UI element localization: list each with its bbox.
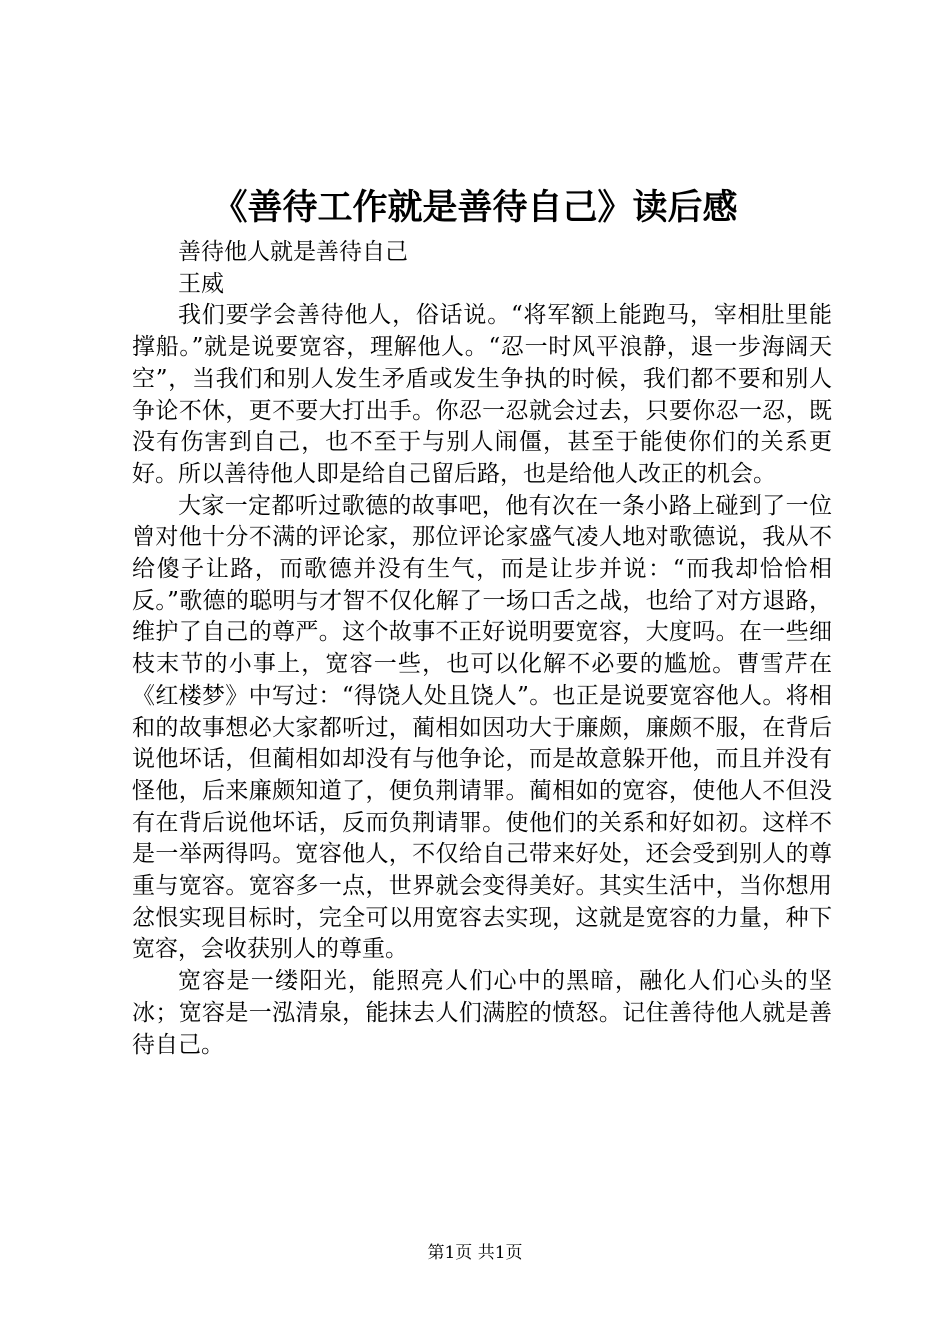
- page-footer: 第1页 共1页: [427, 1243, 523, 1263]
- document-body: [132, 237, 832, 1061]
- subtitle-line: 善待他人就是善待自己: [178, 239, 408, 265]
- paragraph-3: 宽容是一缕阳光，能照亮人们心中的黑暗，融化人们心头的坚冰；宽容是一泓清泉，能抹去人们满腔的愤怒。记住善待他人就是善待自己。: [132, 968, 832, 1058]
- paragraph-2: 大家一定都听过歌德的故事吧，他有次在一条小路上碰到了一位曾对他十分不满的评论家，那位评论家盛气凌人地对歌德说，我从不给傻子让路，而歌德并没有生气，而是让步并说：“而我却恰恰相反。”歌德的聪明与才智不仅化解了一场口舌之战，也给了对方退路，维护了自己的尊严。这个故事不正好说明要宽容，大度吗。在一些细枝末节的小事上，宽容一些，也可以化解不必要的尴尬。曹雪芹在《红楼梦》中写过：“得饶人处且饶人”。也正是说要宽容他人。将相和的故事想必大家都听过，蔺相如因功大于廉颇，廉颇不服，在背后说他坏话，但蔺相如却没有与他争论，而是故意躲开他，而且并没有怪他，后来廉颇知道了，便负荆请罪。蔺相如的宽容，使他人不但没有在背后说他坏话，反而负荆请罪。使他们的关系和好如初。这样不是一举两得吗。宽容他人，不仅给自己带来好处，还会受到别人的尊重与宽容。宽容多一点，世界就会变得美好。其实生活中，当你想用忿恨实现目标时，完全可以用宽容去实现，这就是宽容的力量，种下宽容，会收获别人的尊重。: [132, 492, 832, 963]
- author-line: 王威: [178, 270, 224, 297]
- paragraph-1: 我们要学会善待他人，俗话说。“将军额上能跑马，宰相肚里能撑船。”就是说要宽容，理解他人。“忍一时风平浪静，退一步海阔天空”，当我们和别人发生矛盾或发生争执的时候，我们都不要和别人争论不休，更不要大打出手。你忍一忍就会过去，只要你忍一忍，既没有伤害到自己，也不至于与别人闹僵，甚至于能使你们的关系更好。所以善待他人即是给自己留后路，也是给他人改正的机会。: [132, 302, 832, 487]
- document-title: 《善待工作就是善待自己》读后感: [212, 187, 738, 228]
